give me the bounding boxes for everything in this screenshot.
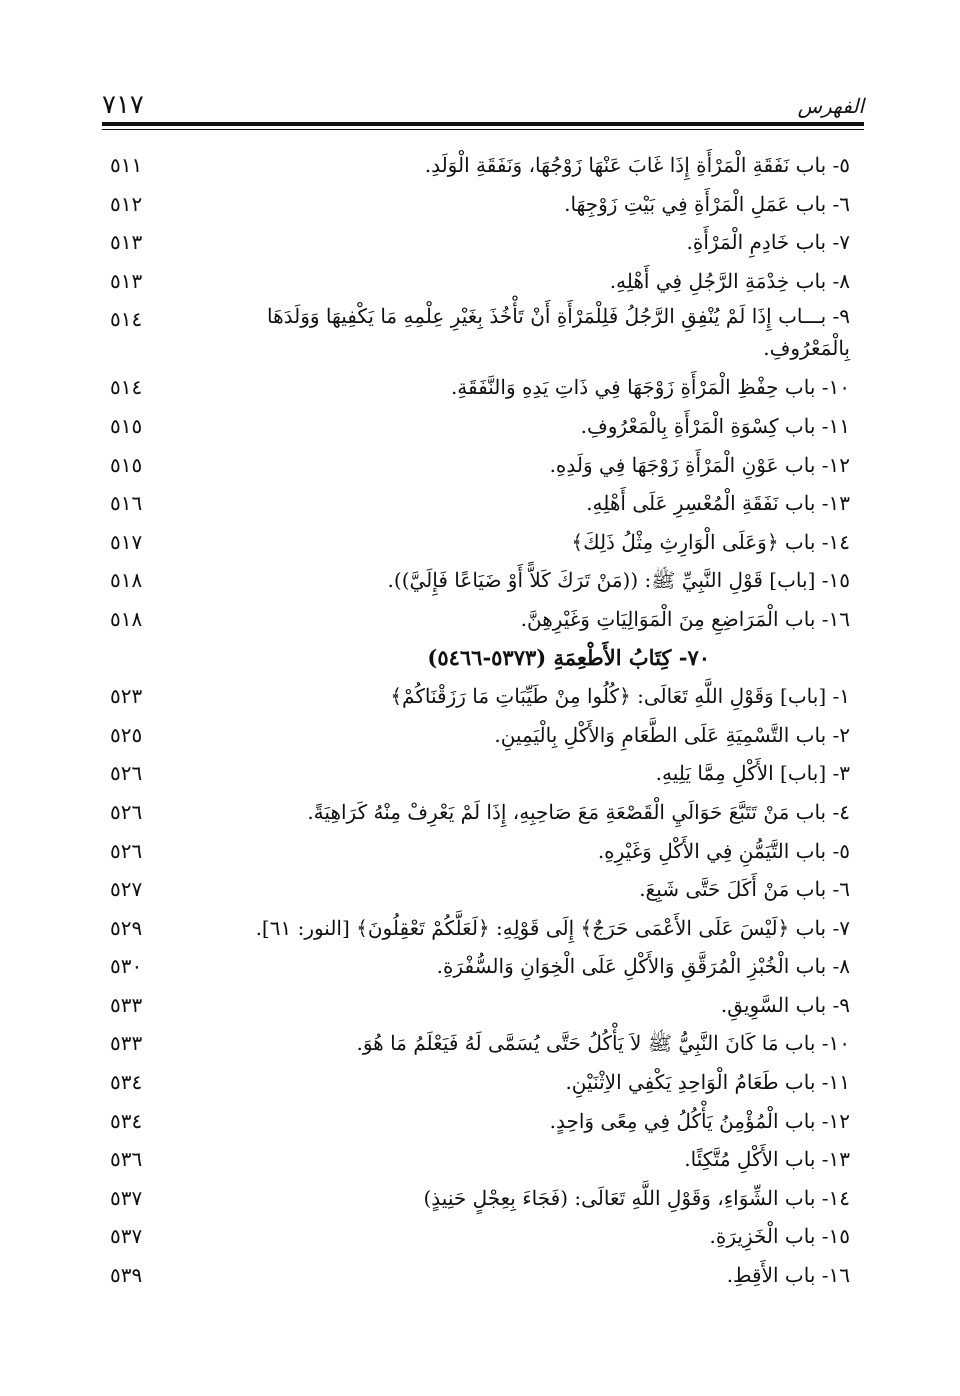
index-entry: ١٣- باب الأَكْلِ مُتَّكِئًا. <box>684 1147 850 1172</box>
index-row <box>110 677 850 716</box>
entry-page: ٥٢٦ <box>110 799 143 824</box>
index-row <box>110 986 850 1025</box>
index-entry: ١٥- [باب] قَوْلِ النَّبِيِّ ﷺ: ((مَنْ تَرَكَ كَلاًّ أَوْ ضَيَاعًا فَإِلَيَّ)). <box>387 568 850 593</box>
index-row <box>110 716 850 755</box>
index-entry: ٧- باب خَادِمِ الْمَرْأَةِ. <box>686 230 850 255</box>
index-entry: ١٣- باب نَفَقَةِ الْمُعْسِرِ عَلَى أَهْلِهِ. <box>586 491 850 516</box>
index-row <box>110 1256 850 1295</box>
index-entry: ٩- بـــاب إِذَا لَمْ يُنْفِقِ الرَّجُلُ فَلِلْمَرْأَةِ أَنْ تَأْخُذَ بِغَيْرِ عِلْمِهِ مَا يَكْفِيهَا وَوَلَدَهَا بِالْمَعْرُوفِ. <box>267 304 850 361</box>
index-row <box>110 947 850 986</box>
entry-page: ٥٣٣ <box>110 992 143 1017</box>
entry-page: ٥٣٠ <box>110 954 143 979</box>
index-row <box>110 754 850 793</box>
page-header <box>102 86 864 126</box>
entry-page: ٥٣٣ <box>110 1031 143 1056</box>
entry-page: ٥٢٦ <box>110 761 143 786</box>
index-entry: ١٤- باب الشِّوَاءِ، وَقَوْلِ اللَّهِ تَعَالَى: (فَجَاءَ بِعِجْلٍ حَنِيذٍ) <box>423 1185 850 1210</box>
index-entry: ١١- باب كِسْوَةِ الْمَرْأَةِ بِالْمَعْرُوفِ. <box>580 413 850 438</box>
entry-page: ٥٢٦ <box>110 838 143 863</box>
entry-page: ٥٢٣ <box>110 684 143 709</box>
index-entry: ٤- باب مَنْ تَتَبَّعَ حَوَالَيِ الْقَصْعَةِ مَعَ صَاحِبِهِ، إِذَا لَمْ يَعْرِفْ مِنْهُ كَرَاهِيَةً. <box>307 799 850 824</box>
index-row <box>110 523 850 562</box>
index-row <box>110 870 850 909</box>
index-row <box>110 793 850 832</box>
entry-page: ٥١٨ <box>110 568 143 593</box>
index-row <box>110 1179 850 1218</box>
header-rule-thick <box>102 122 864 126</box>
entry-page: ٥١٢ <box>110 191 143 216</box>
index-entry: ١٠- باب مَا كَانَ النَّبِيُّ ﷺ لاَ يَأْكُلُ حَتَّى يُسَمَّى لَهُ فَيَعْلَمُ مَا هُوَ. <box>356 1031 850 1056</box>
entry-page: ٥٣٩ <box>110 1263 143 1288</box>
index-entry: ١٥- باب الْخَزِيرَةِ. <box>709 1224 850 1249</box>
index-row <box>110 262 850 301</box>
header-rule-thin <box>102 129 864 130</box>
index-entry: ٦- باب مَنْ أَكَلَ حَتَّى شَبِعَ. <box>639 877 850 902</box>
entry-page: ٥١٣ <box>110 268 143 293</box>
index-entry: ١٦- باب الأَقِطِ. <box>726 1263 850 1288</box>
index-row <box>110 146 850 185</box>
index-row <box>110 368 850 407</box>
entry-page: ٥١٣ <box>110 230 143 255</box>
entry-page: ٥٣٤ <box>110 1108 143 1133</box>
section-title: ٧٠- كِتَابُ الأَطْعِمَةِ (٥٣٧٣-٥٤٦٦) <box>427 644 710 670</box>
index-entry: ٢- باب التَّسْمِيَةِ عَلَى الطَّعَامِ وَالأَكْلِ بِالْيَمِينِ. <box>494 722 850 747</box>
index-entry: ٦- باب عَمَلِ الْمَرْأَةِ فِي بَيْتِ زَوْجِهَا. <box>564 191 850 216</box>
entry-page: ٥١٥ <box>110 452 143 477</box>
index-entry: ١٦- باب الْمَرَاضِعِ مِنَ الْمَوَالِيَاتِ وَغَيْرِهِنَّ. <box>520 606 850 631</box>
index-entry: ٨- باب الْخُبْزِ الْمُرَقَّقِ وَالأَكْلِ عَلَى الْخِوَانِ وَالسُّفْرَةِ. <box>436 954 850 979</box>
index-row <box>110 185 850 224</box>
index-row <box>110 1140 850 1179</box>
entry-page: ٥٣٦ <box>110 1147 143 1172</box>
index-entry: ١٢- باب عَوْنِ الْمَرْأَةِ زَوْجَهَا فِي وَلَدِهِ. <box>549 452 850 477</box>
entry-page: ٥٢٧ <box>110 877 143 902</box>
running-title: الفهرس <box>797 94 864 118</box>
index-entry: ٥- باب نَفَقَةِ الْمَرْأَةِ إِذَا غَابَ عَنْهَا زَوْجُهَا، وَنَفَقَةِ الْوَلَدِ. <box>424 153 850 177</box>
index-row <box>110 446 850 485</box>
index-list <box>110 146 850 1295</box>
index-entry: ٨- باب خِدْمَةِ الرَّجُلِ فِي أَهْلِهِ. <box>609 268 850 293</box>
entry-page: ٥٣٧ <box>110 1224 143 1249</box>
entry-page: ٥١٧ <box>110 529 143 554</box>
index-entry: ١٢- باب الْمُؤْمِنُ يَأْكُلُ فِي مِعًى وَاحِدٍ. <box>549 1108 850 1133</box>
index-entry: ٥- باب التَّيَمُّنِ فِي الأَكْلِ وَغَيْرِهِ. <box>597 838 850 863</box>
section-heading <box>110 639 850 678</box>
entry-page: ٥١٥ <box>110 413 143 438</box>
index-row <box>110 223 850 262</box>
index-row <box>110 1102 850 1141</box>
index-entry: ١٠- باب حِفْظِ الْمَرْأَةِ زَوْجَهَا فِي ذَاتِ يَدِهِ وَالنَّفَقَةِ. <box>450 375 850 400</box>
entry-page: ٥٣٧ <box>110 1185 143 1210</box>
index-row <box>110 600 850 639</box>
entry-page: ٥١٤ <box>110 307 143 332</box>
index-entry: ١١- باب طَعَامُ الْوَاحِدِ يَكْفِي الاِثْنَيْنِ. <box>565 1070 850 1095</box>
index-row <box>110 832 850 871</box>
entry-page: ٥١٦ <box>110 491 143 516</box>
index-entry: ٧- باب ﴿لَيْسَ عَلَى الأَعْمَى حَرَجٌ﴾ إِلَى قَوْلِهِ: ﴿لَعَلَّكُمْ تَعْقِلُونَ﴾ [النور: ٦١]. <box>255 915 850 940</box>
index-row <box>110 1063 850 1102</box>
entry-page: ٥٢٥ <box>110 722 143 747</box>
entry-page: ٥٣٤ <box>110 1070 143 1095</box>
page-number: ٧١٧ <box>102 90 144 120</box>
index-row <box>110 484 850 523</box>
index-row <box>110 909 850 948</box>
entry-page: ٥١٤ <box>110 375 143 400</box>
entry-page: ٥١٨ <box>110 606 143 631</box>
entry-page: ٥١١ <box>110 153 143 177</box>
index-entry: ٣- [باب] الأَكْلِ مِمَّا يَلِيهِ. <box>655 761 850 786</box>
index-entry: ٩- باب السَّوِيقِ. <box>720 992 850 1017</box>
index-row <box>110 1024 850 1063</box>
entry-page: ٥٢٩ <box>110 915 143 940</box>
index-entry: ١٤- باب ﴿وَعَلَى الْوَارِثِ مِثْلُ ذَلِكَ﴾ <box>571 529 850 554</box>
index-row <box>110 561 850 600</box>
index-row <box>110 1217 850 1256</box>
index-entry: ١- [باب] وَقَوْلِ اللَّهِ تَعَالَى: ﴿كُلُوا مِنْ طَيِّبَاتِ مَا رَزَقْنَاكُمْ﴾ <box>390 684 850 709</box>
index-row <box>110 407 850 446</box>
index-row <box>110 300 850 368</box>
